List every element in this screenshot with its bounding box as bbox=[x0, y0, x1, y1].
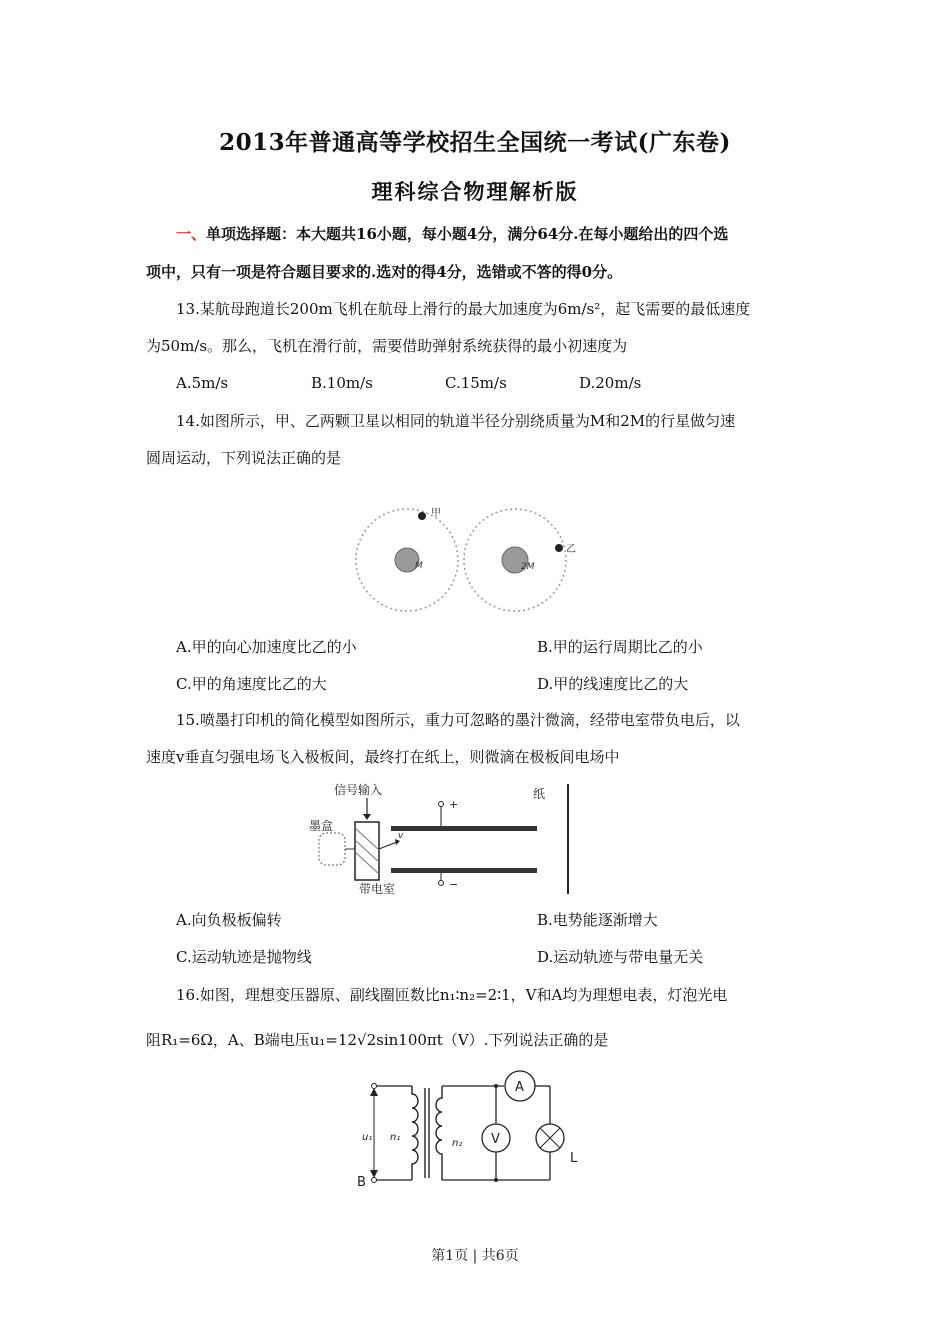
label-mass-2m: 2M bbox=[521, 562, 535, 572]
q15-option-c: C.运动轨迹是抛物线 bbox=[176, 948, 312, 966]
label-mass-m: M bbox=[415, 561, 423, 571]
satellite-jia bbox=[418, 512, 426, 520]
terminal-a bbox=[372, 1084, 377, 1089]
chamber-hatch-3 bbox=[355, 852, 379, 874]
signal-arrowhead bbox=[363, 814, 371, 820]
label-n2: n₂ bbox=[452, 1138, 463, 1149]
q15-option-d: D.运动轨迹与带电量无关 bbox=[537, 948, 704, 966]
label-u1: u₁ bbox=[362, 1132, 373, 1143]
q14-option-a: A.甲的向心加速度比乙的小 bbox=[176, 638, 357, 656]
q13-line2: 为50m/s。那么，飞机在滑行前，需要借助弹射系统获得的最小初速度为 bbox=[146, 337, 628, 355]
section-number: 一、 bbox=[176, 225, 207, 243]
q14-line2: 圆周运动，下列说法正确的是 bbox=[146, 449, 342, 467]
q14-option-c: C.甲的角速度比乙的大 bbox=[176, 675, 327, 693]
q13-option-a: A.5m/s bbox=[176, 374, 229, 392]
label-lamp: L bbox=[570, 1151, 578, 1166]
label-signal-input: 信号输入 bbox=[334, 783, 383, 797]
satellite-yi bbox=[555, 544, 563, 552]
q15-line2: 速度v垂直匀强电场飞入极板间，最终打在纸上，则微滴在极板间电场中 bbox=[146, 748, 620, 766]
plus-terminal bbox=[439, 802, 444, 807]
q14-line1: 14.如图所示，甲、乙两颗卫星以相同的轨道半径分别绕质量为M和2M的行星做匀速 bbox=[176, 412, 736, 430]
label-minus: − bbox=[449, 878, 459, 891]
q14-option-b: B.甲的运行周期比乙的小 bbox=[537, 638, 703, 656]
droplet-path bbox=[379, 842, 397, 849]
label-yi: 乙 bbox=[566, 544, 576, 555]
q15-printer-figure bbox=[305, 778, 590, 900]
primary-coil bbox=[412, 1086, 418, 1180]
u1-arrowhead-top bbox=[370, 1088, 378, 1096]
label-ink-box: 墨盒 bbox=[309, 819, 334, 833]
q15-option-a: A.向负极板偏转 bbox=[176, 911, 282, 929]
q15-line1: 15.喷墨打印机的简化模型如图所示，重力可忽略的墨汁微滴，经带电室带负电后，以 bbox=[176, 711, 740, 729]
label-paper: 纸 bbox=[533, 787, 546, 801]
q15-option-b: B.电势能逐渐增大 bbox=[537, 911, 658, 929]
label-b: B bbox=[357, 1175, 366, 1190]
q16-line1: 16.如图，理想变压器原、副线圈匝数比n₁∶n₂=2∶1，V和A均为理想电表，灯泡光电 bbox=[176, 986, 728, 1004]
label-plus: + bbox=[449, 798, 459, 811]
q14-satellite-figure bbox=[340, 494, 620, 616]
section-heading bbox=[176, 224, 841, 244]
u1-arrowhead-bottom bbox=[370, 1170, 378, 1178]
q14-option-d: D.甲的线速度比乙的大 bbox=[537, 675, 689, 693]
label-n1: n₁ bbox=[390, 1132, 401, 1143]
section-text-line2: 项中，只有一项是符合题目要求的.选对的得4分，选错或不答的得0分。 bbox=[146, 263, 623, 281]
secondary-coil bbox=[436, 1086, 442, 1180]
label-velocity: v bbox=[398, 831, 404, 841]
q16-line2: 阻R₁=6Ω，A、B端电压u₁=12√2sin100πt（V）.下列说法正确的是 bbox=[146, 1031, 609, 1049]
ink-box bbox=[319, 833, 345, 865]
q13-option-d: D.20m/s bbox=[579, 374, 642, 392]
negative-plate bbox=[391, 868, 537, 873]
label-voltmeter: V bbox=[491, 1132, 500, 1147]
minus-terminal bbox=[439, 881, 444, 886]
label-jia: 甲 bbox=[431, 508, 441, 519]
q16-transformer-figure bbox=[350, 1066, 602, 1198]
positive-plate bbox=[391, 826, 537, 831]
page-title: 2013年普通高等学校招生全国统一考试(广东卷) bbox=[219, 129, 731, 156]
chamber-hatch-2 bbox=[355, 840, 379, 862]
chamber-hatch-1 bbox=[355, 828, 379, 850]
q13-line1: 13.某航母跑道长200m飞机在航母上滑行的最大加速度为6m/s²，起飞需要的最低速度 bbox=[176, 300, 751, 318]
page-footer: 第1页 | 共6页 bbox=[431, 1248, 519, 1264]
terminal-b bbox=[372, 1178, 377, 1183]
label-charging-chamber: 带电室 bbox=[359, 882, 396, 896]
q13-option-c: C.15m/s bbox=[445, 374, 507, 392]
q13-option-b: B.10m/s bbox=[311, 374, 373, 392]
label-ammeter: A bbox=[515, 1080, 524, 1095]
page-subtitle: 理科综合物理解析版 bbox=[371, 179, 579, 204]
section-text-line1: 单项选择题：本大题共16小题，每小题4分，满分64分.在每小题给出的四个选 bbox=[206, 225, 729, 243]
